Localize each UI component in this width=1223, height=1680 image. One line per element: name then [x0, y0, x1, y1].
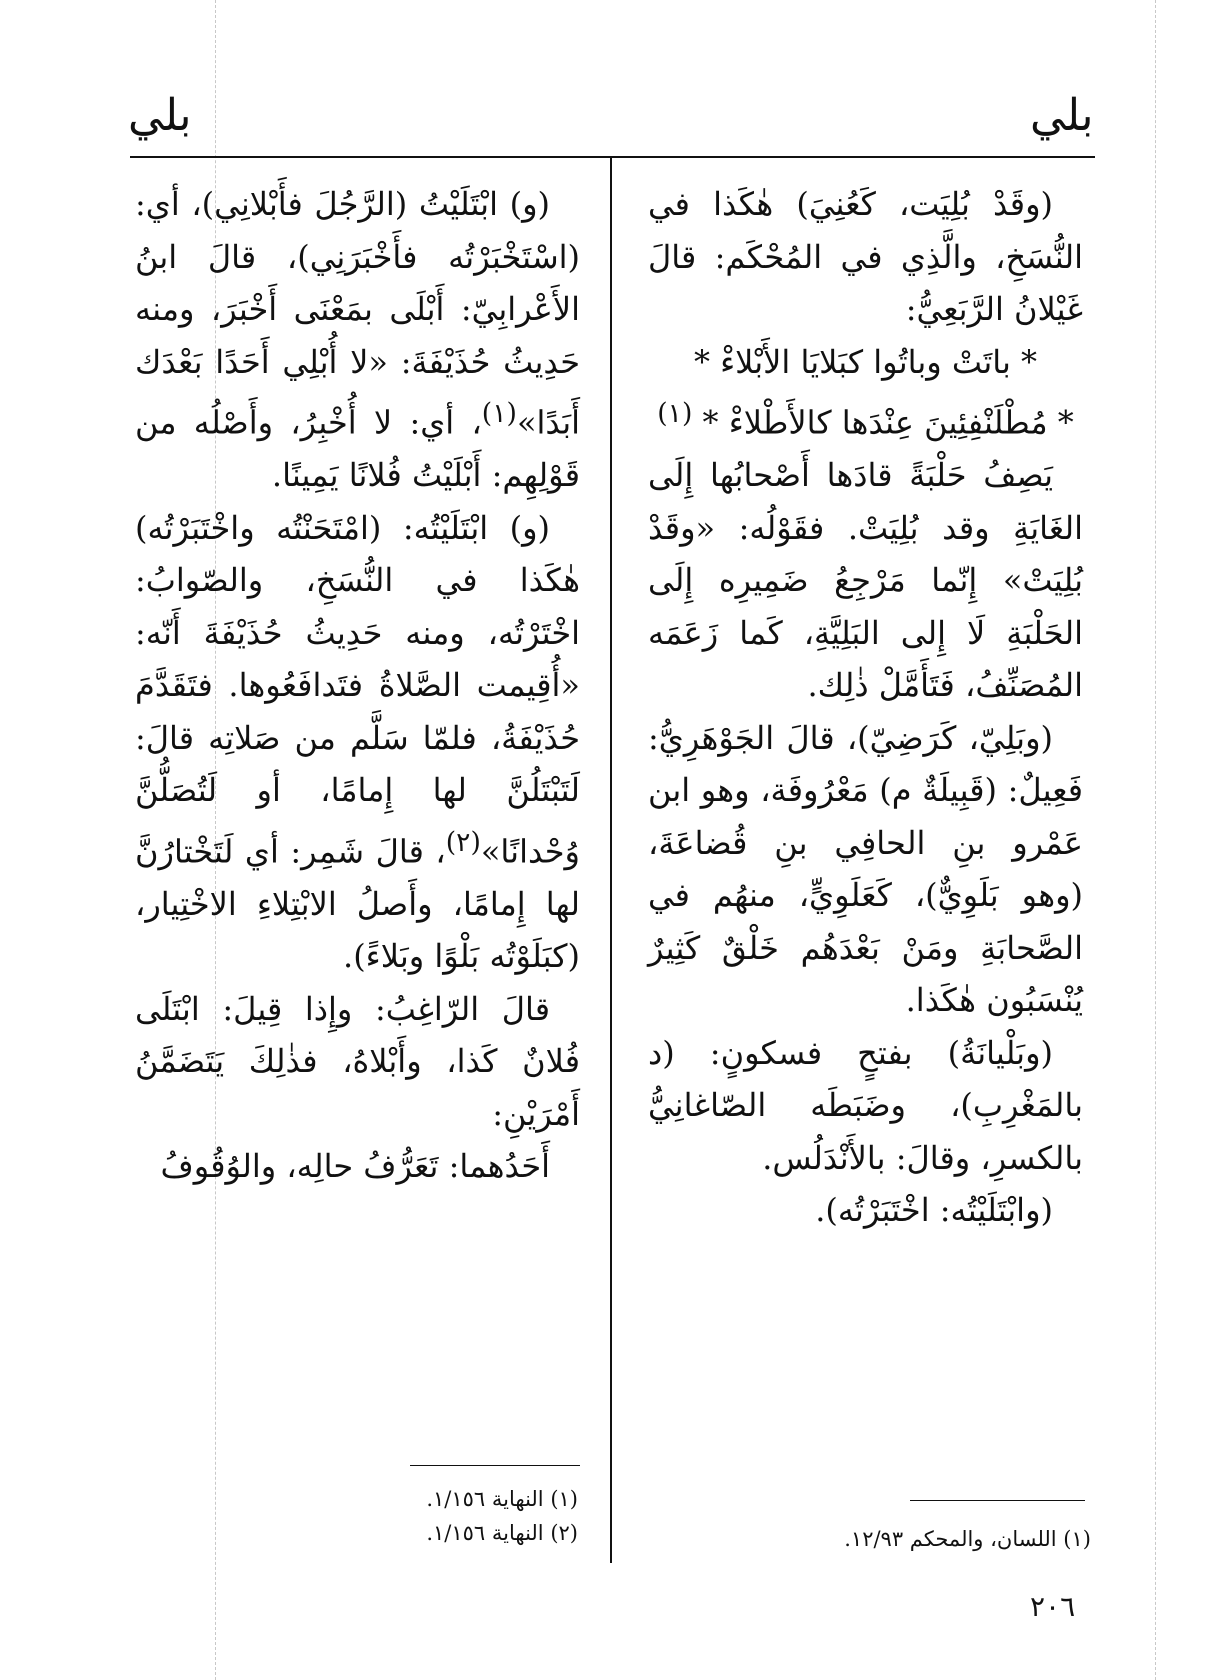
footnote-rule — [410, 1465, 580, 1466]
paragraph: (وبَلِيّ، كَرَضِيّ)، قالَ الجَوْهَرِيُّ: فَعِيلٌ: (قَبِيلَةٌ م) مَعْرُوفَة، وهو ابن عَمْرو بنِ الحافِي بنِ قُضاعَةَ، (وهو بَلَوِيٌّ)، كَعَلَوِيٍّ، منهُم في الصَّحابَةِ ومَنْ بَعْدَهُم خَلْقٌ كَثِيرٌ يُنْسَبُون هٰكَذا. — [648, 718, 1083, 1020]
column-divider — [610, 158, 612, 1563]
footnote: (١) اللسان، والمحكم ١٢/٩٣. — [844, 1527, 1091, 1551]
footnote-ref: (١) — [657, 398, 693, 429]
right-column — [648, 178, 1083, 1237]
header-rule — [130, 156, 1095, 158]
paragraph: (وبَلْيانَةُ) بفتحٍ فسكونٍ: (د بالمَغْرِبِ)، وضَبَطَه الصّاغانِيُّ بالكسرِ، وقالَ: بالأَنْدَلُس. — [648, 1033, 1083, 1177]
footnote-ref: (١) — [481, 398, 517, 429]
footnote-rule — [910, 1500, 1085, 1501]
scan-fold-line — [1155, 0, 1156, 1680]
paragraph — [135, 178, 580, 502]
footnotes-right — [844, 1522, 1091, 1556]
paragraph-text: ، أي: لا أُخْبِرُ، وأَصْلُه من قَوْلِهِم: أَبْلَيْتُ فُلانًا يَمِينًا. — [135, 403, 580, 495]
verse-line — [648, 388, 1083, 449]
paragraph-text: ، قالَ شَمِر: أي لَتَخْتارُنَّ لها إِمامًا، وأَصلُ الابْتِلاءِ الاخْتِيار، (كبَلَوْتُه بَلْوًا وبَلاءً). — [135, 832, 580, 976]
footnote-ref: (٢) — [445, 826, 481, 858]
paragraph-text: (و) ابْتَلَيْتُه: (امْتَحَنْتُه واخْتَبَرْتُه) هٰكَذا في النُّسَخِ، والصّوابُ: اخْتَرْتُه، ومنه حَدِيثُ حُذَيْفَةَ أَنّه: «أُقِيمت الصَّلاةُ فتَدافَعُوها. فتَقَدَّمَ حُذَيْفَةُ، فلمّا سَلَّم من صَلاتِه قالَ: لَتَبْتَلُنَّ لها إِمامًا، أو لَتُصَلُّنَّ وُحْدانًا» — [135, 508, 580, 871]
left-column — [135, 178, 580, 1193]
paragraph-text: (و) ابْتَلَيْتُ (الرَّجُلَ فأَبْلانِي)، أي: (اسْتَخْبَرْتُه فأَخْبَرَنِي)، قالَ ابنُ الأَعْرابِيّ: أَبْلَى بمَعْنَى أَخْبَرَ، ومنه حَدِيثُ حُذَيْفَةَ: «لا أُبْلِي أَحَدًا بَعْدَك أَبَدًا» — [135, 185, 580, 442]
paragraph: (وقَدْ بُلِيَت، كَعُنِيَ) هٰكَذا في النُّسَخِ، والَّذِي في المُحْكَم: قالَ غَيْلانُ الرَّبَعِيُّ: — [648, 185, 1083, 328]
footnotes-left — [426, 1482, 578, 1550]
verse-line: * باتَتْ وباتُوا كبَلايَا الأَبْلاءْ * — [693, 342, 1038, 381]
paragraph — [135, 502, 580, 983]
page-number: ٢٠٦ — [1030, 1590, 1076, 1623]
paragraph: يَصِفُ حَلْبَةً قادَها أَصْحابُها إِلَى الغَايَةِ وقد بُلِيَتْ. فقَوْلُه: «وقَدْ بُلِيَتْ» إِنّما مَرْجِعُ ضَمِيرِه إِلَى الحَلْبَةِ لَا إِلى البَلِيَّةِ، كَما زَعَمَه المُصَنِّفُ، فَتَأَمَّلْ ذٰلِك. — [648, 456, 1083, 705]
footnote: (٢) النهاية ١/١٥٦. — [426, 1521, 578, 1545]
verse-text: * مُطْلَنْفِئِينَ عِنْدَها كالأَطْلاءْ * — [692, 403, 1074, 442]
paragraph: قالَ الرّاغِبُ: وإِذا قِيلَ: ابْتَلَى فُلانٌ كَذا، وأَبْلاهُ، فذٰلِكَ يَتَضَمَّنُ أَمْرَيْنِ: — [135, 989, 580, 1133]
running-header-right: بلي — [1030, 90, 1094, 141]
running-header-left: بلي — [128, 90, 192, 141]
paragraph: أَحَدُهما: تَعَرُّفُ حالِه، والوُقُوفُ — [160, 1147, 550, 1186]
footnote: (١) النهاية ١/١٥٦. — [426, 1487, 578, 1511]
paragraph: (وابْتَلَيْتُه: اخْتَبَرْتُه). — [815, 1191, 1053, 1230]
